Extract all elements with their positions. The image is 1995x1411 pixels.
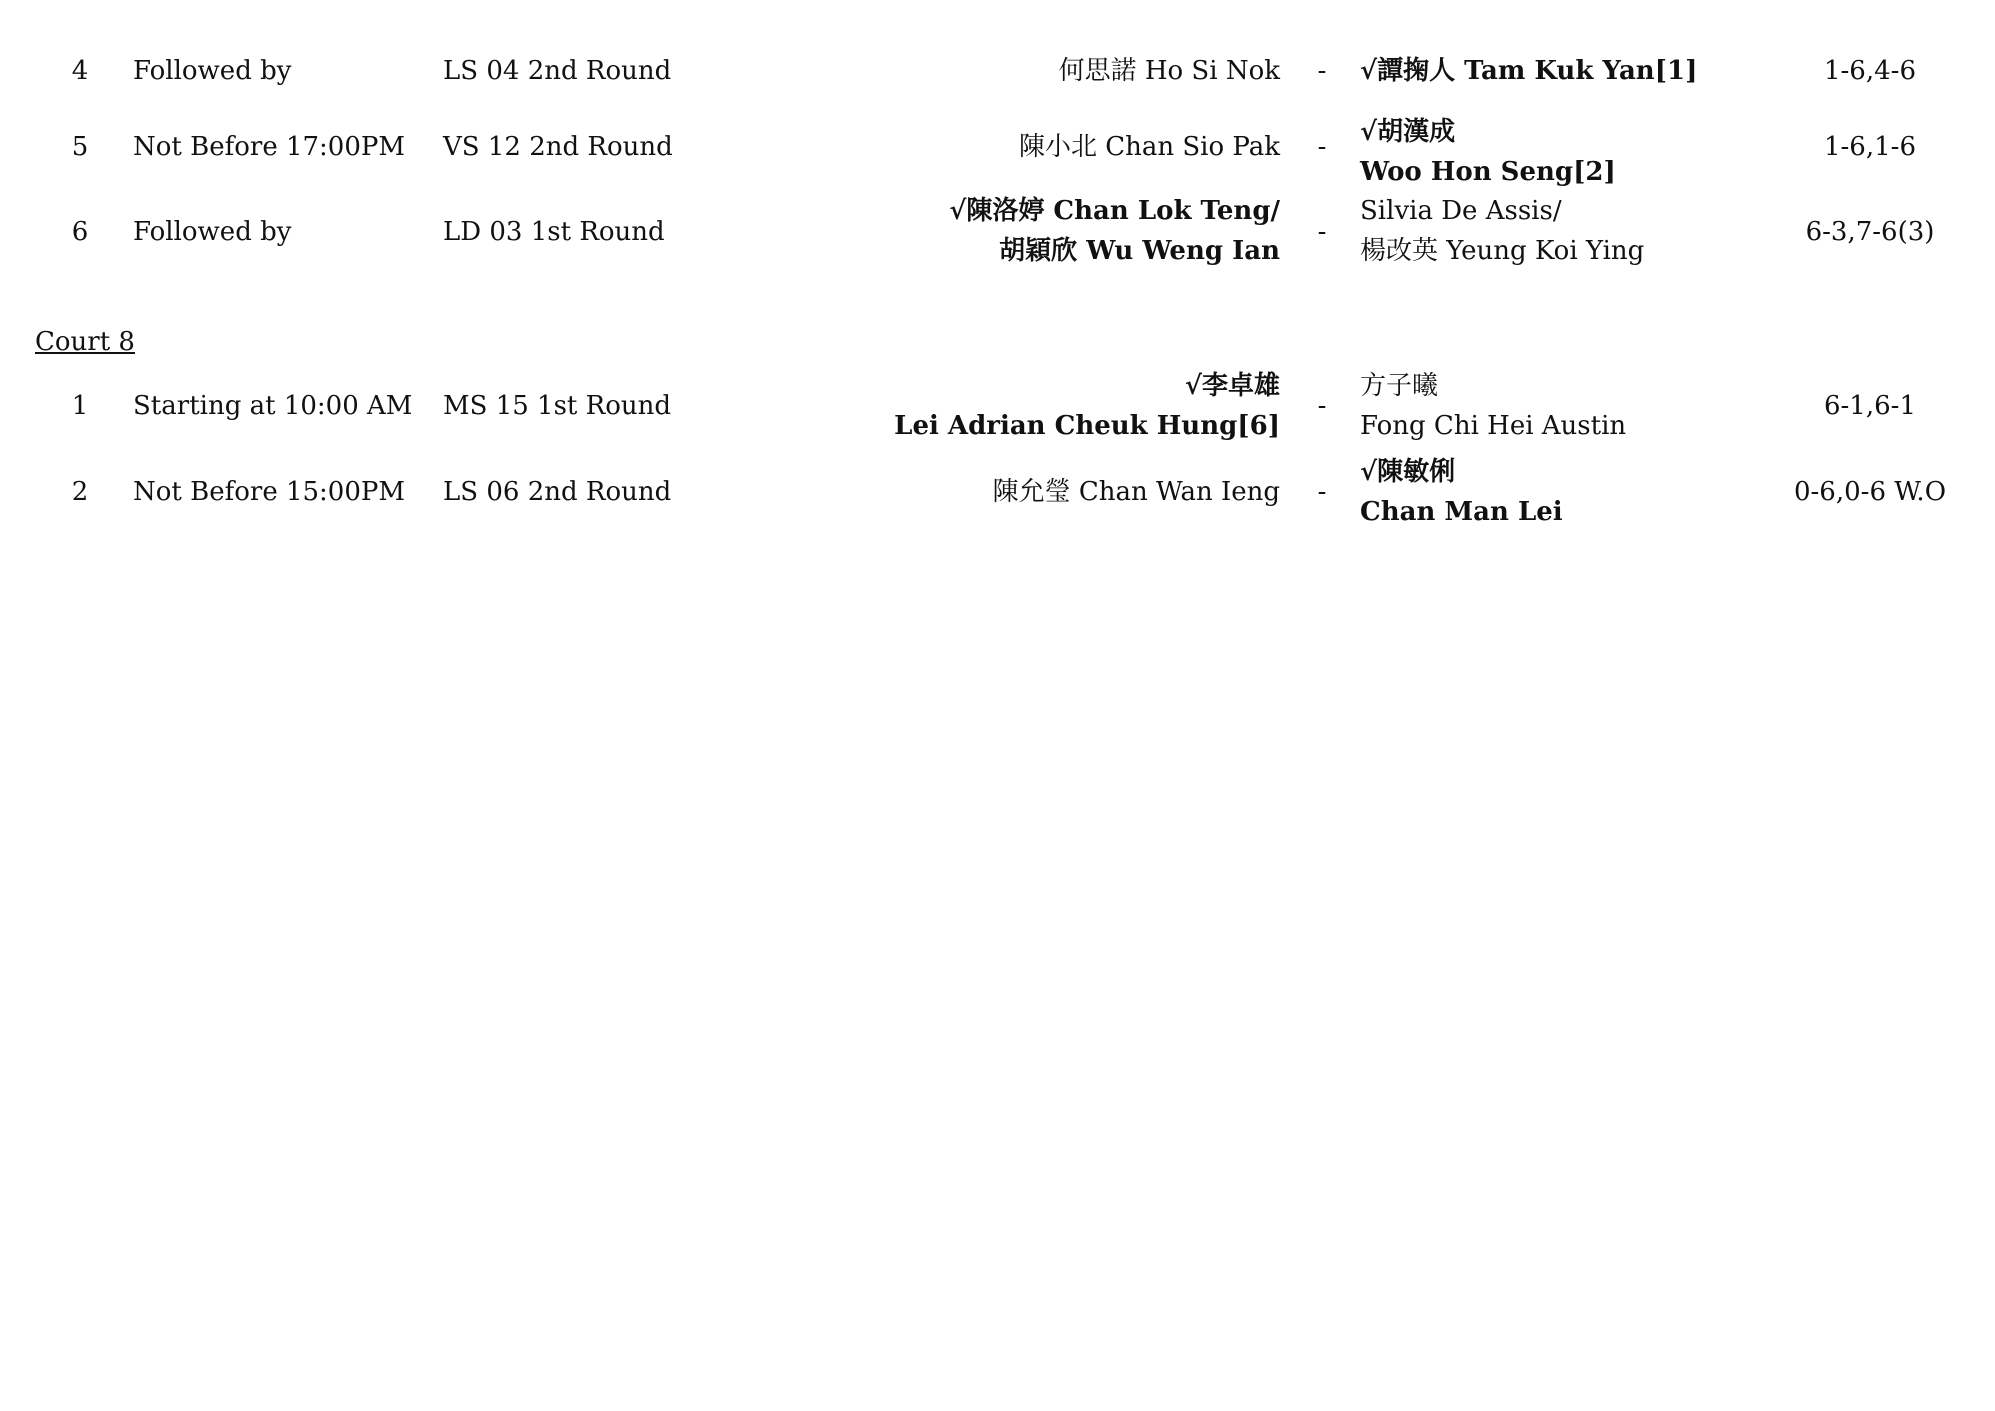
match-number: 1 <box>71 391 89 421</box>
match-event: LD 03 1st Round <box>443 217 665 247</box>
court-heading: Court 8 <box>35 327 135 357</box>
right-player-line: Chan Man Lei <box>1360 497 1563 527</box>
left-player-line: √李卓雄 <box>1184 371 1280 401</box>
match-time: Followed by <box>133 56 292 86</box>
left-player-line: 何思諾 Ho Si Nok <box>1058 56 1280 86</box>
match-score: 1-6,1-6 <box>1823 132 1916 162</box>
match-score: 0-6,0-6 W.O <box>1793 477 1947 507</box>
right-player-line: Silvia De Assis/ <box>1360 196 1562 226</box>
right-player-line: √陳敏俐 <box>1360 457 1456 487</box>
match-time: Starting at 10:00 AM <box>133 391 413 421</box>
left-player <box>949 191 1280 271</box>
right-player <box>1360 112 1616 192</box>
right-player-line: 楊改英 Yeung Koi Ying <box>1360 236 1645 266</box>
right-player-line: 方子曦 <box>1360 371 1439 401</box>
left-player <box>1059 51 1280 91</box>
match-event: LS 04 2nd Round <box>443 56 672 86</box>
match-score: 6-3,7-6(3) <box>1805 217 1935 247</box>
match-number: 2 <box>71 477 89 507</box>
match-time: Not Before 15:00PM <box>133 477 406 507</box>
versus-dash: - <box>1317 391 1327 421</box>
match-event: MS 15 1st Round <box>443 391 672 421</box>
right-player <box>1360 51 1697 91</box>
match-number: 5 <box>71 132 89 162</box>
left-player-line: Lei Adrian Cheuk Hung[6] <box>894 411 1280 441</box>
match-event: LS 06 2nd Round <box>443 477 672 507</box>
left-player-line: 胡穎欣 Wu Weng Ian <box>999 236 1280 266</box>
left-player-line: 陳允瑩 Chan Wan Ieng <box>992 477 1280 507</box>
right-player-line: Fong Chi Hei Austin <box>1360 411 1627 441</box>
left-player <box>894 366 1280 446</box>
match-score: 6-1,6-1 <box>1823 391 1916 421</box>
right-player-line: Woo Hon Seng[2] <box>1360 157 1616 187</box>
versus-dash: - <box>1317 132 1327 162</box>
left-player-line: 陳小北 Chan Sio Pak <box>1018 132 1280 162</box>
versus-dash: - <box>1317 56 1327 86</box>
match-number: 4 <box>71 56 89 86</box>
match-time: Not Before 17:00PM <box>133 132 406 162</box>
left-player-line: √陳洛婷 Chan Lok Teng/ <box>949 196 1280 226</box>
right-player-line: √譚掬人 Tam Kuk Yan[1] <box>1360 56 1698 86</box>
versus-dash: - <box>1317 477 1327 507</box>
right-player <box>1360 452 1563 532</box>
match-time: Followed by <box>133 217 292 247</box>
right-player-line: √胡漢成 <box>1360 117 1456 147</box>
match-number: 6 <box>71 217 89 247</box>
right-player <box>1360 191 1644 271</box>
versus-dash: - <box>1317 217 1327 247</box>
right-player <box>1360 366 1626 446</box>
match-score: 1-6,4-6 <box>1823 56 1916 86</box>
left-player <box>1019 127 1280 167</box>
match-event: VS 12 2nd Round <box>443 132 673 162</box>
left-player <box>993 472 1280 512</box>
